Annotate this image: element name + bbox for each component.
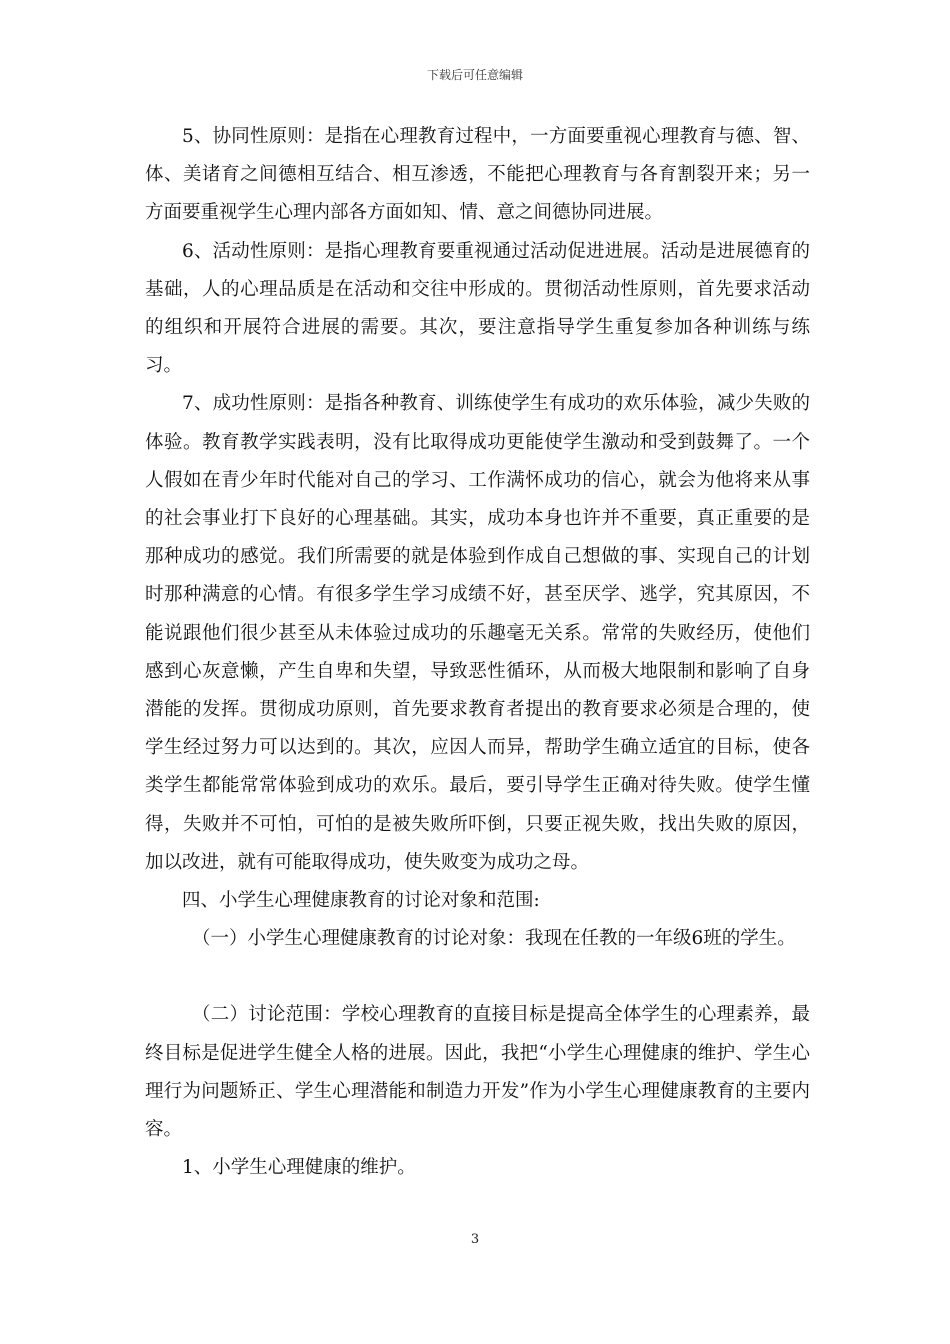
paragraph-mental-health-maintenance: 1、小学生心理健康的维护。 bbox=[182, 1157, 416, 1179]
blank-line bbox=[145, 958, 810, 996]
page-header: 下载后可任意编辑 bbox=[426, 68, 523, 82]
paragraph-activity-principle: 6、活动性原则：是指心理教育要重视通过活动促进进展。活动是进展德育的基础，人的心理品质是在活动和交往中形成的。贯彻活动性原则，首先要求活动的组织和开展符合进展的需要。其次，要注意指导学生重复参加各种训练与练习。 bbox=[145, 240, 810, 377]
paragraph-success-principle: 7、成功性原则：是指各种教育、训练使学生有成功的欢乐体验，减少失败的体验。教育教学实践表明，没有比取得成功更能使学生激动和受到鼓舞了。一个人假如在青少年时代能对自己的学习、工作满怀成功的信心，就会为他将来从事的社会事业打下良好的心理基础。其实，成功本身也许并不重要，真正重要的是那种成功的感觉。我们所需要的就是体验到作成自己想做的事、实现自己的计划时那种满意的心情。有很多学生学习成绩不好，甚至厌学、逃学，究其原因，不能说跟他们很少甚至从未体验过成功的乐趣毫无关系。常常的失败经历，使他们感到心灰意懒，产生自卑和失望，导致恶性循环，从而极大地限制和影响了自身潜能的发挥。贯彻成功原则，首先要求教育者提出的教育要求必须是合理的，使学生经过努力可以达到的。其次，应因人而异，帮助学生确立适宜的目标，使各类学生都能常常体验到成功的欢乐。最后，要引导学生正确对待失败。使学生懂得，失败并不可怕，可怕的是被失败所吓倒，只要正视失败，找出失败的原因，加以改进，就有可能取得成功，使失败变为成功之母。 bbox=[145, 393, 810, 873]
page-number: 3 bbox=[470, 1232, 480, 1247]
document-body bbox=[145, 118, 810, 1187]
paragraph-collaborative-principle: 5、协同性原则：是指在心理教育过程中，一方面要重视心理教育与德、智、体、美诸育之间德相互结合、相互渗透，不能把心理教育与各育割裂开来；另一方面要重视学生心理内部各方面如知、情、意之间德协同进展。 bbox=[145, 126, 810, 224]
paragraph-research-object: （一）小学生心理健康教育的讨论对象：我现在任教的一年级6班的学生。 bbox=[192, 928, 796, 950]
paragraph-research-range: （二）讨论范围：学校心理教育的直接目标是提高全体学生的心理素养，最终目标是促进学生健全人格的进展。因此，我把“小学生心理健康的维护、学生心理行为问题矫正、学生心理潜能和制造力开发”作为小学生心理健康教育的主要内容。 bbox=[145, 1004, 810, 1141]
section-heading-research-scope: 四、小学生心理健康教育的讨论对象和范围: bbox=[182, 890, 540, 912]
